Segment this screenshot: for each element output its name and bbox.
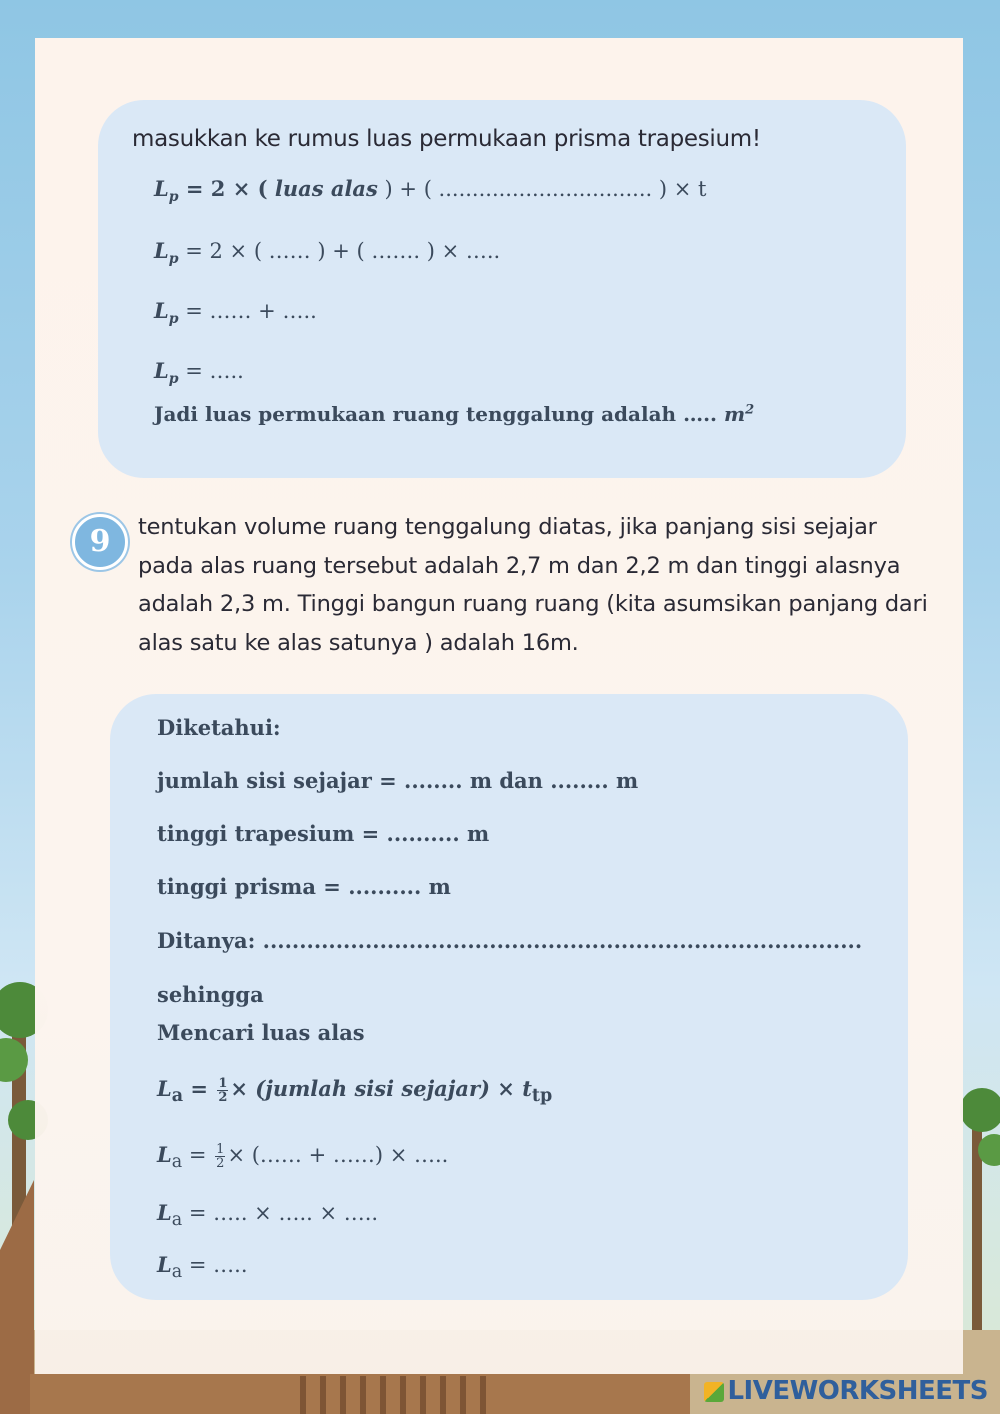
instruction-text: masukkan ke rumus luas permukaan prisma trapesium! bbox=[132, 126, 761, 152]
so-label: sehingga bbox=[157, 982, 264, 1007]
base-area-formula: $L_a$ = $\frac{1}{2}$ × (jumlah sisi sejajar) × $t_{tp}$ bbox=[157, 1076, 553, 1107]
left-hut bbox=[0, 1180, 34, 1414]
surface-area-step-2: $L_p$ = …… + ….. bbox=[154, 298, 317, 328]
known-parallel-sides: jumlah sisi sejajar = ........ m dan ........ m bbox=[157, 768, 639, 793]
liveworksheets-logo[interactable]: LIVEWORKSHEETS bbox=[704, 1376, 988, 1406]
logo-mark-icon bbox=[704, 1382, 724, 1402]
question-number-badge: 9 bbox=[72, 514, 128, 570]
base-area-result: $L_a$ = ….. bbox=[157, 1252, 248, 1283]
fraction-half: $\frac{1}{2}$ bbox=[218, 1076, 228, 1105]
known-label: Diketahui: bbox=[157, 715, 281, 740]
known-prism-height: tinggi prisma = .......... m bbox=[157, 874, 451, 899]
right-tree bbox=[960, 1088, 1000, 1330]
base-area-step-1: $L_a$ = $\frac{1}{2}$ × (…… + ……) × ….. bbox=[157, 1142, 449, 1173]
question-text: tentukan volume ruang tenggalung diatas, jika panjang sisi sejajar pada alas ruang tersebut adalah 2,7 m dan 2,2 m dan tinggi alasnya adalah 2,3 m. Tinggi bangun ruang ruang (kita asumsikan panjang dari alas satu ke alas satunya ) adalah 16m. bbox=[138, 514, 928, 656]
surface-area-result: $L_p$ = ….. bbox=[154, 358, 244, 388]
find-base-area-label: Mencari luas alas bbox=[157, 1020, 365, 1045]
surface-area-conclusion: Jadi luas permukaan ruang tenggalung adalah ….. $m^2$ bbox=[154, 402, 755, 426]
fraction-half: $\frac{1}{2}$ bbox=[216, 1142, 225, 1171]
base-area-step-2: $L_a$ = ….. × ….. × ….. bbox=[157, 1200, 379, 1231]
bottom-roofs bbox=[30, 1374, 690, 1414]
known-trapezoid-height: tinggi trapesium = .......... m bbox=[157, 821, 490, 846]
surface-area-step-1: $L_p = 2$ × ( …… ) + ( ……. ) × ….. bbox=[154, 238, 501, 268]
asked-line: Ditanya: .................................................................................. bbox=[157, 928, 863, 953]
surface-area-formula: $L_p = 2$ × ( luas alas ) + ( ................................ ) × t bbox=[154, 176, 707, 206]
